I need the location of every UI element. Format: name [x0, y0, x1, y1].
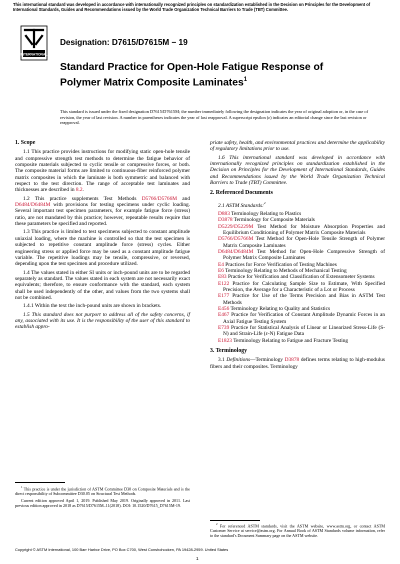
paragraph-1-4: 1.4 The values stated in either SI units or inch-pound units are to be regarded separately as standard. The values stated in each system are not necessarily exact equivalents; therefore, to ensure conformance with the standard, each system shall be used independently of the other, and values from the two systems shall not be combined. [15, 269, 190, 301]
reference-item [218, 293, 385, 306]
standard-note: This standard is issued under the fixed designation D7615/D7615M; the number immediately following the designation indicates the year of original adoption or, in the case of revision, the year of last revision. A number in parentheses indicates the year of last reapproval. A superscript epsilon (ε) indicates an editorial change since the last revision or reapproval. [60, 109, 369, 126]
reference-title: Practice for Statistical Analysis of Linear or Linearized Stress-Life (S-N) and Strain-Life (ε-N) Fatigue Data [223, 325, 385, 338]
reference-code-link[interactable]: E1823 [218, 337, 232, 344]
section-heading-scope: 1. Scope [15, 140, 36, 146]
reference-code-link[interactable]: E4 [218, 261, 224, 268]
paragraph-1-4-1: 1.4.1 Within the text the inch-pound units are shown in brackets. [23, 303, 162, 310]
reference-code-link[interactable]: E456 [218, 306, 230, 313]
paragraph-1-5-continued: priate safety, health, and environmental practices and determine the applicability of regulatory limitations prior to use. [210, 140, 385, 153]
left-column [15, 140, 190, 333]
reference-list [210, 211, 385, 344]
reference-item [218, 224, 385, 237]
reference-code-link[interactable]: D883 [218, 210, 230, 217]
reference-title: Practice for Verification of Constant Amplitude Dynamic Forces in an Axial Fatigue Testing System [223, 312, 385, 325]
footnotes-right [210, 522, 385, 540]
reference-code-link[interactable]: E467 [218, 312, 230, 319]
section-heading-referenced-documents: 2. Referenced Documents [210, 190, 273, 197]
copyright-line: Copyright © ASTM International, 100 Barr Harbor Drive, PO Box C700, West Conshohocken, PA 19428-2959. United States [15, 547, 229, 552]
reference-code-link[interactable]: D3878 [218, 217, 233, 224]
reference-code-link[interactable]: E177 [218, 293, 230, 300]
link-d3878[interactable]: D3878 [284, 357, 300, 364]
reference-code-link[interactable]: E122 [218, 280, 230, 287]
reference-code-link[interactable]: D5766/D5766M [218, 236, 254, 243]
paragraph-1-3: 1.3 This practice is limited to test specimens subjected to constant amplitude uniaxial loading, where the machine is controlled so that the test specimen is subjected to repetitive constant amplitude force (stress) cycles. Either engineering stress or applied force may be used as a constant amplitude fatigue variable. The repetitive loadings may be tensile, compressive, or reversed, depending upon the test specimen and procedure utilized. [15, 229, 190, 268]
reference-title: Practice for Verification and Classification of Extensometer Systems [226, 274, 375, 281]
footnote-divider [15, 482, 65, 483]
reference-item [218, 325, 385, 338]
reference-title: Terminology Relating to Methods of Mechanical Testing [223, 267, 347, 274]
paragraph-1-2: 1.2 This practice supplements Test Methods D5766/D5766M and D6484/D6484M with provisions for testing specimens under cyclic loading. Several important test specimen parameters, for example fatigue force (stress) ratio, are not mandated by this practice; however, repeatable results require that these parameters be specified and reported. [15, 195, 191, 228]
reference-title: Test Method for Open-Hole Compressive Strength of Polymer Matrix Composite Laminates [223, 248, 385, 262]
paragraph-1-1: 1.1 This practice provides instructions for modifying static open-hole tensile and compressive strength test methods to determine the fatigue behavior of composite materials subjected to cyclic tensile or compressive forces, or both. The composite material forms are limited to continuous-fiber reinforced polymer matrix composites in which the laminate is both symmetric and balanced with respect to the test direction. The range of acceptable test laminates and thicknesses are described in 8.2. [15, 149, 190, 194]
footnote-2: $^2$ For referenced ASTM standards, visit the ASTM website, www.astm.org, or contact ASTM Customer Service at service@astm.org. For Annual Book of ASTM Standards volume information, refer to the standard's Document Summary page on the ASTM website. [210, 522, 385, 539]
link-8-2[interactable]: 8.2 [75, 187, 83, 194]
reference-title: Practices for Force Verification of Testing Machines [223, 261, 337, 268]
astm-logo [20, 25, 48, 61]
top-notice: This international standard was developed in accordance with internationally recognized principles on standardization established in the Decision on Principles for the Development of International Standards, Guides and Recommendations issued by the World Trade Organization Technical Barriers to Trade (TBT) Committee. [13, 2, 371, 13]
reference-title: Terminology Relating to Fatigue and Fracture Testing [231, 337, 349, 344]
reference-item [218, 338, 385, 344]
reference-code-link[interactable]: D6484/D6484M [218, 248, 254, 255]
astm-standards-heading: 2.1 ASTM Standards:$^2$ [218, 200, 266, 209]
paragraph-1-5: 1.5 This standard does not purport to address all of the safety concerns, if any, associated with its use. It is the responsibility of the user of this standard to establish appro- [15, 311, 190, 331]
footnote-1: $^1$ This practice is under the jurisdiction of ASTM Committee D30 on Composite Materials and is the direct responsibility of Subcommittee D30.05 on Structural Test Methods. [15, 485, 190, 497]
reference-code-link[interactable]: E6 [218, 267, 224, 274]
designation: Designation: D7615/D7615M − 19 [60, 38, 188, 47]
reference-item [218, 236, 385, 249]
section-heading-terminology: 3. Terminology [210, 348, 248, 355]
page-title: Standard Practice for Open-Hole Fatigue Response of Polymer Matrix Composite Laminates$^1$ [60, 62, 324, 89]
reference-title: Terminology Relating to Plastics [229, 210, 302, 217]
page-number: 1 [196, 556, 199, 561]
right-column [210, 140, 385, 372]
footnotes-left [15, 485, 190, 510]
reference-code-link[interactable]: E83 [218, 274, 227, 281]
reference-title: Test Method for Moisture Absorption Properties and Equilibrium Conditioning of Polymer Matrix Composite Materials [223, 223, 385, 236]
paragraph-1-6: 1.6 This international standard was developed in accordance with internationally recognized principles on standardization established in the Decision on Principles for the Development of International Standards, Guides and Recommendations issued by the World Trade Organization Technical Barriers to Trade (TBT) Committee. [210, 154, 385, 187]
link-d5766[interactable]: D5766/D5766M [141, 195, 178, 202]
svg-text:INTERNATIONAL: INTERNATIONAL [20, 52, 48, 57]
reference-item [218, 249, 385, 262]
footnote-1-edition: Current edition approved April 1, 2019. Published May 2019. Originally approved in 2011. Last previous edition approved in 2018 as D7615/D7615M–11(2018). DOI: 10.1520/D7615_D7615M-19. [15, 498, 190, 509]
reference-title: Practice for Calculating Sample Size to Estimate, With Specified Precision, the Average for a Characteristic of a Lot or Process [223, 280, 385, 293]
paragraph-3-1: 3.1 Definitions—Terminology D3878 defines terms relating to high-modulus fibers and their composites. Terminology [210, 357, 386, 370]
reference-code-link[interactable]: D5229/D5229M [218, 223, 254, 230]
reference-title: Test Method for Open-Hole Tensile Strength of Polymer Matrix Composite Laminates [223, 236, 385, 249]
reference-item [218, 281, 385, 294]
reference-item [218, 312, 385, 325]
reference-title: Terminology for Composite Materials [232, 217, 315, 224]
reference-title: Terminology Relating to Quality and Statistics [229, 306, 331, 313]
link-d6484[interactable]: D6484/D6484M [15, 202, 51, 209]
footnote-divider-right [210, 520, 260, 521]
reference-code-link[interactable]: E739 [218, 325, 230, 332]
reference-title: Practice for Use of the Terms Precision and Bias in ASTM Test Methods [223, 293, 385, 306]
